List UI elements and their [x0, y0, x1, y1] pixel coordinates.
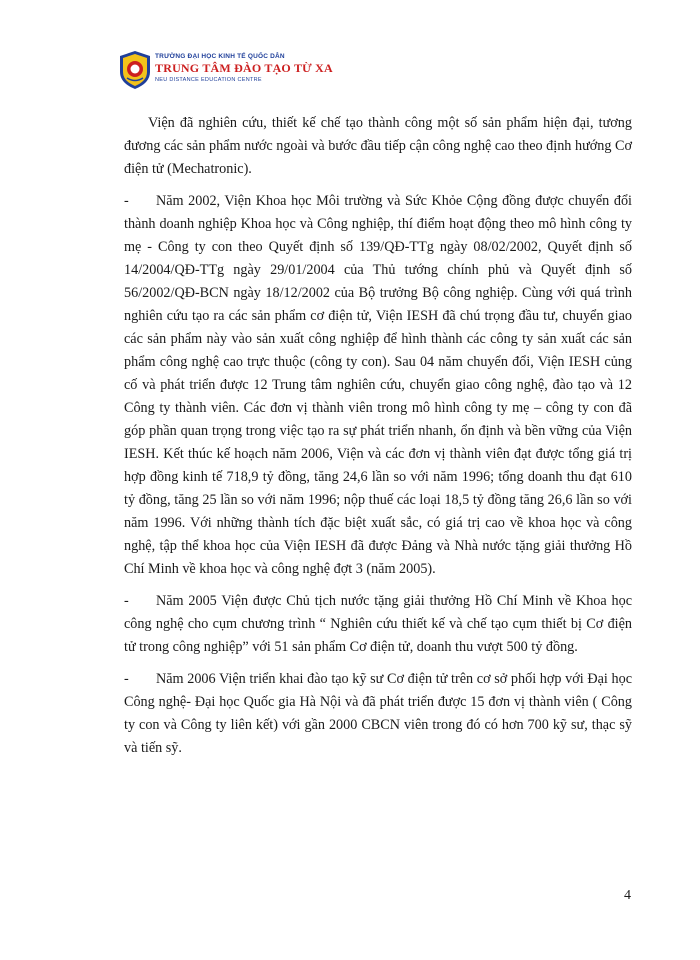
bullet-dash: -	[124, 593, 129, 609]
logo-centre-name: TRUNG TÂM ĐÀO TẠO TỪ XA	[155, 61, 333, 75]
logo-english-name: NEU DISTANCE EDUCATION CENTRE	[155, 77, 262, 83]
bullet-dash: -	[124, 193, 129, 209]
page-header	[118, 50, 418, 100]
page-number: 4	[624, 888, 631, 903]
logo-text	[155, 53, 333, 83]
paragraph-2-text: Năm 2002, Viện Khoa học Môi trường và Sức Khỏe Cộng đồng được chuyển đổi thành doanh nghiệp Khoa học và Công nghiệp, thí điểm hoạt động theo mô hình công ty mẹ - Công ty con theo Quyết định số 139/QĐ-TTg ngày 08/02/2002, Quyết định số 14/2004/QĐ-TTg ngày 29/01/2004 của Thủ tướng chính phủ và Quyết định số 56/2002/QĐ-BCN ngày 18/12/2002 của Bộ trưởng Bộ công nghiệp. Cùng với quá trình nghiên cứu tạo ra các sản phẩm cơ điện tử, Viện IESH đã chú trọng đầu tư, chuyển giao các sản phẩm này vào sản xuất công nghiệp để hình thành các công ty sản xuất các sản phẩm công nghệ cao trực thuộc (công ty con). Sau 04 năm chuyển đổi, Viện IESH củng cố và phát triển được 12 Trung tâm nghiên cứu, chuyển giao công nghệ, đào tạo và 12 Công ty thành viên. Các đơn vị thành viên trong mô hình công ty mẹ – công ty con đã góp phần quan trọng trong việc tạo ra sự phát triển nhanh, ổn định và bền vững của Viện IESH. Kết thúc kế hoạch năm 2006, Viện và các đơn vị thành viên đạt được tổng giá trị hợp đồng kinh tế 718,9 tỷ đồng, tăng 24,6 lần so với năm 1996; tổng doanh thu đạt 610 tỷ đồng, tăng 25 lần so với năm 1996; nộp thuế các loại 18,5 tỷ đồng tăng 26,6 lần so với năm 1996. Với những thành tích đặc biệt xuất sắc, có giá trị cao về khoa học và công nghệ, tập thể khoa học của Viện IESH đã được Đảng và Nhà nước tặng giải thưởng Hồ Chí Minh về khoa học và công nghệ đợt 3 (năm 2005).	[124, 193, 632, 577]
bullet-dash: -	[124, 671, 129, 687]
paragraph-4-text: Năm 2006 Viện triển khai đào tạo kỹ sư Cơ điện tử trên cơ sở phối hợp với Đại học Công nghệ- Đại học Quốc gia Hà Nội và đã phát triển được 15 đơn vị thành viên ( Công ty con và Công ty liên kết) với gần 2000 CBCN viên trong đó có hơn 700 kỹ sư, thạc sỹ và tiến sỹ.	[124, 671, 632, 756]
university-seal-icon	[118, 50, 152, 90]
paragraph-3	[124, 590, 632, 659]
paragraph-2	[124, 190, 632, 581]
paragraph-4	[124, 668, 632, 760]
document-body	[124, 112, 632, 760]
paragraph-3-text: Năm 2005 Viện được Chủ tịch nước tặng giải thưởng Hồ Chí Minh về Khoa học công nghệ cho cụm chương trình “ Nghiên cứu thiết kế và chế tạo cụm thiết bị Cơ điện tử trong công nghiệp” với 51 sản phẩm Cơ điện tử, doanh thu vượt 500 tỷ đồng.	[124, 593, 632, 655]
paragraph-1: Viện đã nghiên cứu, thiết kế chế tạo thành công một số sản phẩm hiện đại, tương đương các sản phẩm nước ngoài và bước đầu tiếp cận công nghệ cao theo định hướng Cơ điện tử (Mechatronic).	[124, 115, 632, 177]
logo-university-name: TRƯỜNG ĐẠI HỌC KINH TẾ QUỐC DÂN	[155, 53, 285, 60]
